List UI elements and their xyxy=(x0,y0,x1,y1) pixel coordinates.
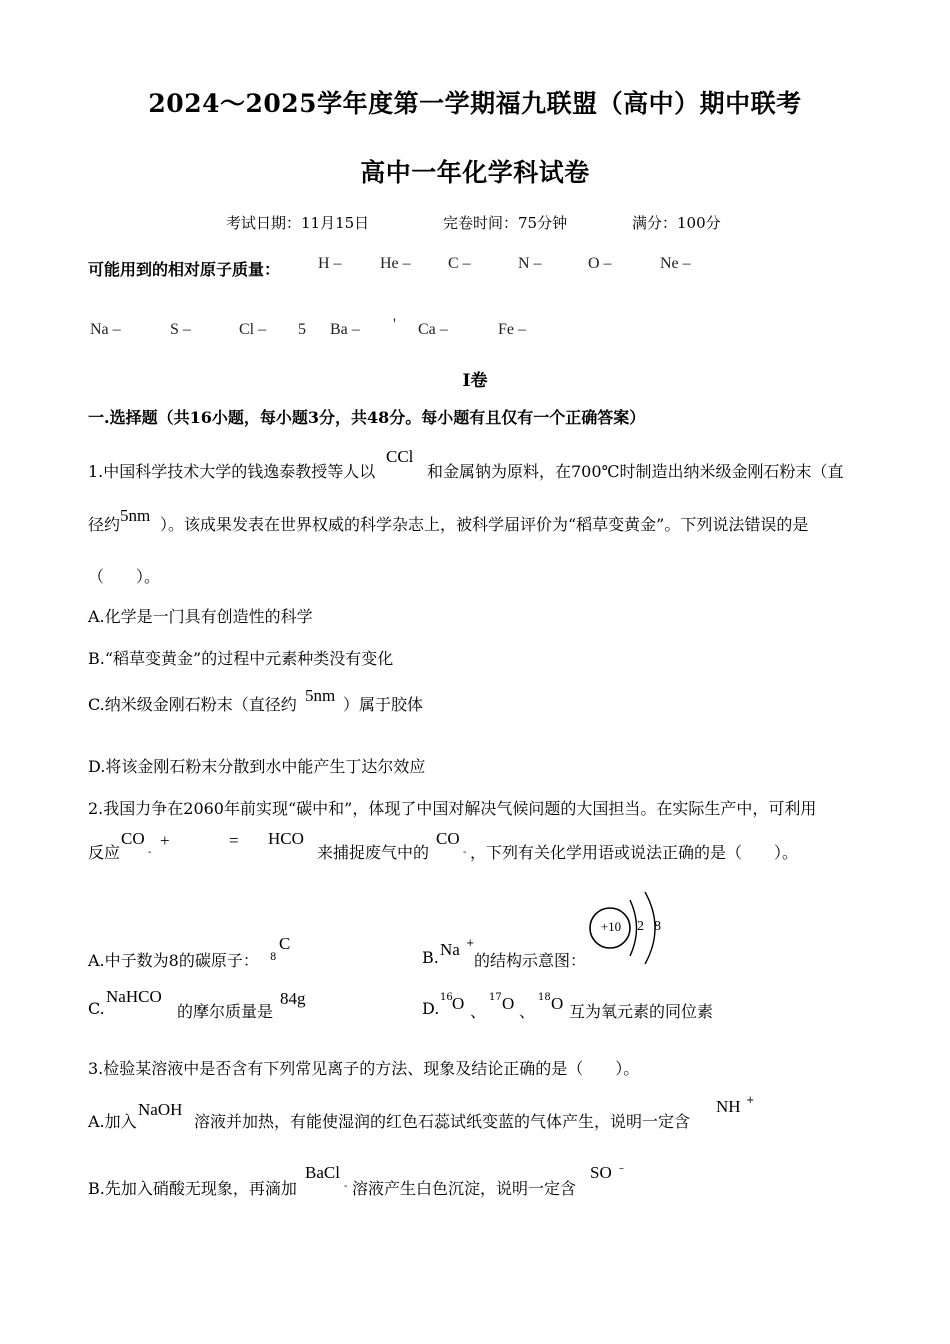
q3-option-a-charge: + xyxy=(746,1095,755,1106)
atomic-mass-he: He – xyxy=(380,255,411,272)
q2-option-c: C. xyxy=(88,999,105,1018)
q2-option-b-ion: Na xyxy=(440,940,460,959)
isotope-18-symbol: O xyxy=(551,994,564,1013)
inner-shell-electrons: 2 xyxy=(637,919,644,934)
q2-option-c-value: 84g xyxy=(280,989,306,1008)
atomic-mass-ba-mark: ' xyxy=(393,316,396,333)
q2-co-formula-2: CO xyxy=(436,829,460,848)
q3-option-a-text: 溶液并加热，有能使湿润的红色石蕊试纸变蓝的气体产生，说明一定含 xyxy=(194,1112,691,1131)
q1-blank: （ ）。 xyxy=(88,567,161,586)
q3-option-a-naoh: NaOH xyxy=(138,1100,183,1119)
q2-plus-sign: + xyxy=(160,831,170,850)
q1-text-part1: 1.中国科学技术大学的钱逸泰教授等人以 xyxy=(88,462,376,481)
isotope-separator: 、 xyxy=(519,1002,536,1021)
isotope-18-mass: 18 xyxy=(538,992,551,1003)
q1-option-c: C.纳米级金刚石粉末（直径约 xyxy=(88,695,297,714)
outer-shell-electrons: 8 xyxy=(654,919,661,934)
q3-option-a: A.加入 xyxy=(88,1112,137,1131)
atomic-mass-na: Na – xyxy=(90,321,121,338)
atomic-mass-n: N – xyxy=(518,255,542,272)
atomic-mass-h: H – xyxy=(318,255,342,272)
q3-option-a-nh: NH xyxy=(716,1097,741,1116)
q2-option-d-text: 互为氧元素的同位素 xyxy=(569,1002,714,1021)
atomic-mass-fe: Fe – xyxy=(498,321,526,338)
exam-subtitle: 高中一年化学科试卷 xyxy=(360,158,590,187)
isotope-separator: 、 xyxy=(470,1002,487,1021)
atomic-mass-c: C – xyxy=(448,255,471,272)
q2-equals-sign: = xyxy=(229,831,239,850)
atomic-mass-s: S – xyxy=(170,321,191,338)
q2-option-d: D. xyxy=(422,999,440,1018)
atomic-mass-ba: Ba – xyxy=(330,321,360,338)
atomic-mass-cl: Cl – xyxy=(239,321,267,338)
inner-shell-arc xyxy=(630,900,637,956)
q1-option-a: A.化学是一门具有创造性的科学 xyxy=(88,607,313,626)
q3-option-b-bacl: BaCl xyxy=(305,1163,340,1182)
q2-option-a-neutron-number: 8 xyxy=(270,952,277,963)
q2-option-b-text: 的结构示意图： xyxy=(474,951,587,970)
q3-option-b-text: 溶液产生白色沉淀，说明一定含 xyxy=(352,1179,577,1198)
isotope-17-symbol: O xyxy=(502,994,515,1013)
q2-option-b: B. xyxy=(422,948,439,967)
q2-option-c-text: 的摩尔质量是 xyxy=(177,1002,274,1021)
q1-text-part4: ）。该成果发表在世界权威的科学杂志上，被科学届评价为“稻草变黄金”。下列说法错误的是 xyxy=(160,515,809,534)
full-score: 满分：100分 xyxy=(632,214,721,232)
q3-option-b: B.先加入硝酸无现象，再滴加 xyxy=(88,1179,297,1198)
atomic-mass-ne: Ne – xyxy=(660,255,691,272)
q1-option-d: D.将该金刚石粉末分散到水中能产生丁达尔效应 xyxy=(88,757,426,776)
isotope-17-mass: 17 xyxy=(489,992,502,1003)
q1-option-b: B.“稻草变黄金”的过程中元素种类没有变化 xyxy=(88,649,394,668)
q2-hco-formula: HCO xyxy=(268,829,304,848)
q1-text-part3: 径约 xyxy=(88,515,121,534)
q1-ccl-formula: CCl xyxy=(386,447,414,466)
volume-label: Ⅰ卷 xyxy=(462,371,488,391)
q1-option-c-tail: ）属于胶体 xyxy=(343,695,424,714)
exam-title: 2024～2025学年度第一学期福九联盟（高中）期中联考 xyxy=(148,89,802,118)
q2-option-c-formula: NaHCO xyxy=(106,987,162,1006)
isotope-16-symbol: O xyxy=(452,994,465,1013)
q1-text-part2: 和金属钠为原料，在700℃时制造出纳米级金刚石粉末（直 xyxy=(427,462,844,481)
atomic-mass-ca: Ca – xyxy=(418,321,448,338)
q2-text-reaction: 反应 xyxy=(88,843,121,862)
section-heading: 一.选择题（共16小题，每小题3分，共48分。每小题有且仅有一个正确答案） xyxy=(88,408,646,427)
q1-nm-value: 5nm xyxy=(120,506,151,525)
q2-co-formula: CO xyxy=(121,829,145,848)
nucleus-charge: +10 xyxy=(600,919,622,934)
exam-duration: 完卷时间：75分钟 xyxy=(443,214,568,232)
atomic-mass-label: 可能用到的相对原子质量： xyxy=(88,260,281,279)
q3-text: 3.检验某溶液中是否含有下列常见离子的方法、现象及结论正确的是（ ）。 xyxy=(88,1059,640,1078)
exam-date: 考试日期：11月15日 xyxy=(226,214,370,232)
q2-option-b-charge: + xyxy=(466,938,475,949)
q3-option-b-so: SO xyxy=(590,1163,612,1182)
q2-text-part3: ，下列有关化学用语或说法正确的是（ ）。 xyxy=(470,843,799,862)
q1-option-c-nm: 5nm xyxy=(305,686,336,705)
q2-option-a: A.中子数为8的碳原子： xyxy=(88,951,259,970)
q3-option-b-charge: – xyxy=(619,1163,624,1174)
atomic-mass-cl-value: 5 xyxy=(298,321,306,338)
q2-text-part1: 2.我国力争在2060年前实现“碳中和”，体现了中国对解决气候问题的大国担当。在实际生产中，可利用 xyxy=(88,799,817,818)
q2-text-part2: 来捕捉废气中的 xyxy=(317,843,430,862)
q2-option-a-symbol: C xyxy=(279,934,291,953)
isotope-16-mass: 16 xyxy=(440,992,453,1003)
atomic-mass-o: O – xyxy=(588,255,612,272)
